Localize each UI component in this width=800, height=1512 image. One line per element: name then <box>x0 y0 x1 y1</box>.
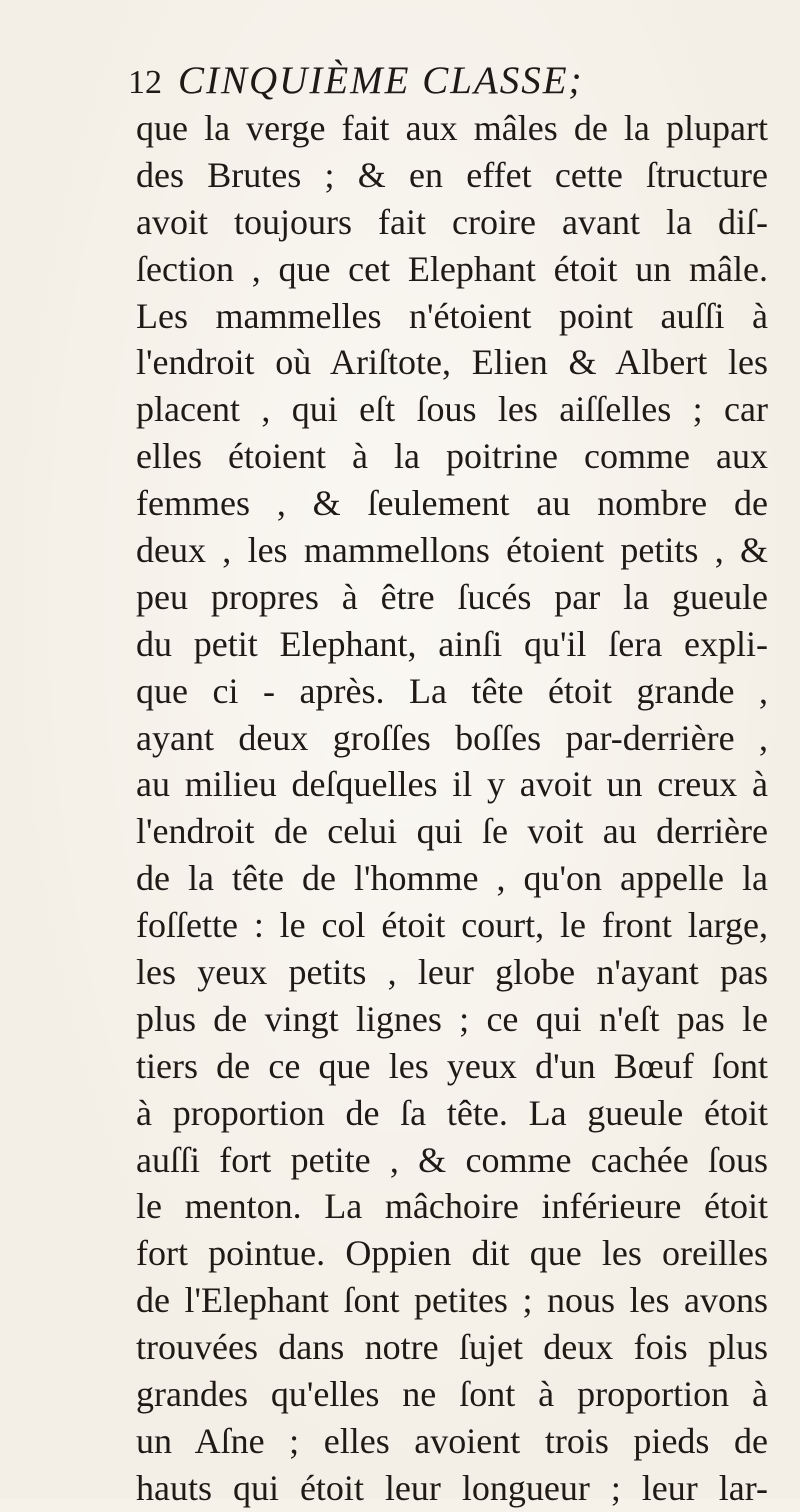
text-line: fort pointue. Oppien dit que les oreilles <box>136 1233 768 1274</box>
text-line: Les mammelles n'étoient point auſſi à <box>136 295 768 336</box>
text-line: elles étoient à la poitrine comme aux <box>136 436 768 477</box>
text-line: trouvées dans notre ſujet deux fois plus <box>136 1327 768 1368</box>
page-number: 12 <box>128 64 162 101</box>
text-line: des Brutes ; & en effet cette ſtructure <box>136 154 768 195</box>
text-line: de l'Elephant ſont petites ; nous les avons <box>136 1280 768 1321</box>
text-line: du petit Elephant, ainſi qu'il ſera expli- <box>136 623 768 664</box>
text-line: que la verge fait aux mâles de la plupart <box>136 108 768 148</box>
text-line: tiers de ce que les yeux d'un Bœuf ſont <box>136 1045 768 1086</box>
text-line: deux , les mammellons étoient petits , & <box>136 530 768 571</box>
text-line: foſſette : le col étoit court, le front large, <box>136 905 768 946</box>
text-line: l'endroit de celui qui ſe voit au derrière <box>136 811 768 852</box>
text-line: les yeux petits , leur globe n'ayant pas <box>136 952 768 993</box>
text-line: avoit toujours fait croire avant la diſ- <box>136 201 768 242</box>
text-line: femmes , & ſeulement au nombre de <box>136 483 768 524</box>
text-line: ayant deux groſſes boſſes par-derrière , <box>136 717 768 758</box>
chapter-title: CINQUIÈME CLASSE; <box>178 59 584 102</box>
body-text <box>136 105 768 1512</box>
text-line: de la tête de l'homme , qu'on appelle la <box>136 858 768 899</box>
text-line: un Aſne ; elles avoient trois pieds de <box>136 1420 768 1461</box>
text-line: à proportion de ſa tête. La gueule étoit <box>136 1092 768 1133</box>
text-line: hauts qui étoit leur longueur ; leur lar- <box>136 1467 768 1508</box>
text-line: ſection , que cet Elephant étoit un mâle. <box>136 248 768 289</box>
text-line: plus de vingt lignes ; ce qui n'eſt pas le <box>136 998 768 1039</box>
text-line: grandes qu'elles ne ſont à proportion à <box>136 1374 768 1415</box>
text-line: que ci - après. La tête étoit grande , <box>136 670 768 711</box>
text-line: auſſi fort petite , & comme cachée ſous <box>136 1139 768 1180</box>
text-line: placent , qui eſt ſous les aiſſelles ; car <box>136 389 768 430</box>
text-line: le menton. La mâchoire inférieure étoit <box>136 1186 768 1227</box>
text-line: au milieu deſquelles il y avoit un creux à <box>136 764 768 805</box>
text-line: peu propres à être ſucés par la gueule <box>136 576 768 617</box>
text-line: l'endroit où Ariſtote, Elien & Albert les <box>136 342 768 383</box>
